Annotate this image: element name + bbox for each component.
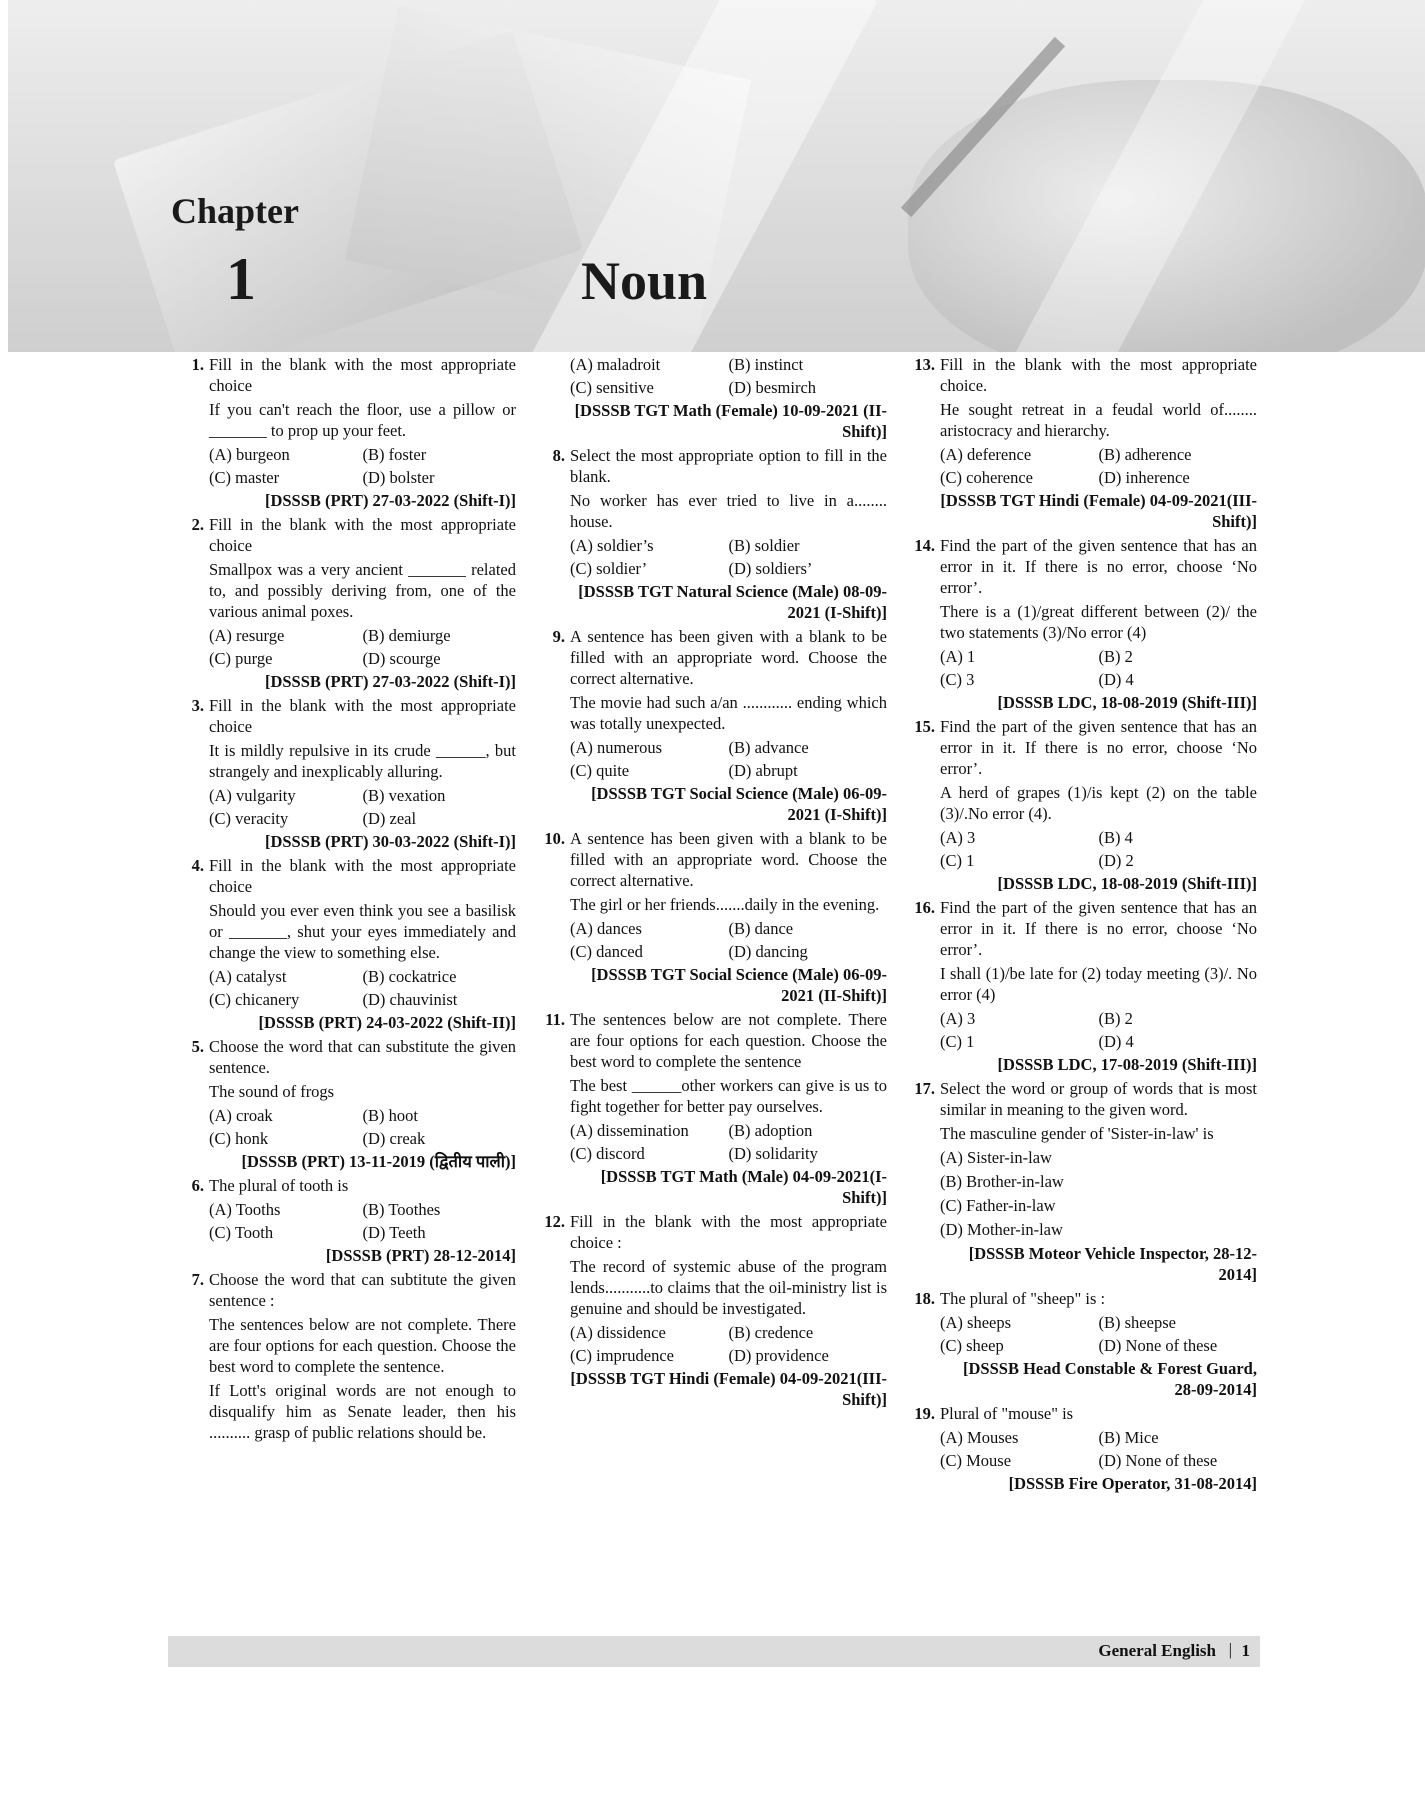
options	[570, 1322, 887, 1366]
question-text: Find the part of the given sentence that has an error in it. If there is no error, choose ‘No error’.	[940, 536, 1257, 597]
question-sentence: Should you ever even think you see a basilisk or _______, shut your eyes immediately and change the view to something else.	[209, 901, 516, 962]
option: (B) cockatrice	[362, 967, 457, 986]
question-text: Choose the word that can substitute the given sentence.	[209, 1037, 516, 1077]
question-text: A sentence has been given with a blank to be filled with an appropriate word. Choose the correct alternative.	[570, 829, 887, 890]
exam-source: [DSSSB LDC, 18-08-2019 (Shift-III)]	[997, 874, 1257, 893]
question-text: Fill in the blank with the most appropriate choice.	[940, 355, 1257, 395]
question-number: 6.	[191, 1176, 204, 1195]
exam-source: [DSSSB TGT Natural Science (Male) 08-09-2021 (I-Shift)]	[578, 582, 887, 622]
option: (B) Brother-in-law	[940, 1172, 1064, 1191]
question-item	[180, 1175, 516, 1266]
question-number: 14.	[914, 536, 935, 555]
question-item	[541, 626, 887, 825]
question-number: 18.	[914, 1289, 935, 1308]
question-sentence: A herd of grapes (1)/is kept (2) on the table (3)/.No error (4).	[940, 783, 1257, 823]
option: (D) solidarity	[728, 1144, 818, 1163]
question-sentence: The movie had such a/an ............ ending which was totally unexpected.	[570, 693, 887, 733]
option: (A) maladroit	[570, 355, 661, 374]
question-sentence-2: If Lott's original words are not enough to disqualify him as Senate leader, then his .......... grasp of public relations should be.	[209, 1381, 516, 1442]
exam-source: [DSSSB TGT Social Science (Male) 06-09-2021 (I-Shift)]	[591, 784, 887, 824]
options	[940, 1147, 1257, 1240]
question-text: The sentences below are not complete. There are four options for each question. Choose the best word to complete the sentence	[570, 1010, 887, 1071]
question-number: 10.	[544, 829, 565, 848]
option: (B) 2	[1098, 1009, 1133, 1028]
question-sentence: The best ______other workers can give is us to fight together for better pay ourselves.	[570, 1076, 887, 1116]
option: (B) advance	[728, 738, 809, 757]
exam-source: [DSSSB (PRT) 13-11-2019 (द्वितीय पाली)]	[241, 1152, 516, 1171]
question-item	[541, 445, 887, 623]
question-item	[911, 1288, 1257, 1400]
question-sentence: It is mildly repulsive in its crude ______, but strangely and inexplicably alluring.	[209, 741, 516, 781]
page-number: 1	[1241, 1641, 1250, 1660]
question-item	[541, 1211, 887, 1410]
exam-source: [DSSSB TGT Social Science (Male) 06-09-2021 (II-Shift)]	[591, 965, 887, 1005]
option: (D) 4	[1098, 1032, 1134, 1051]
question-number: 1.	[191, 355, 204, 374]
exam-source: [DSSSB TGT Hindi (Female) 04-09-2021(III-Shift)]	[570, 1369, 887, 1409]
question-text: A sentence has been given with a blank to be filled with an appropriate word. Choose the correct alternative.	[570, 627, 887, 688]
question-sentence: He sought retreat in a feudal world of........ aristocracy and hierarchy.	[940, 400, 1257, 440]
exam-source: [DSSSB TGT Hindi (Female) 04-09-2021(III-Shift)]	[940, 491, 1257, 531]
options	[940, 444, 1257, 488]
option: (B) adherence	[1098, 445, 1192, 464]
option: (D) providence	[728, 1346, 829, 1365]
question-number: 9.	[552, 627, 565, 646]
option: (A) burgeon	[209, 445, 290, 464]
question-item	[180, 1269, 516, 1443]
options	[570, 918, 887, 962]
option: (A) Tooths	[209, 1200, 281, 1219]
question-item	[180, 354, 516, 511]
option: (B) 4	[1098, 828, 1133, 847]
option: (C) soldier’	[570, 559, 648, 578]
exam-source: [DSSSB (PRT) 27-03-2022 (Shift-I)]	[264, 672, 516, 691]
footer-book-title: General English	[1098, 1641, 1216, 1660]
question-item	[911, 897, 1257, 1075]
option: (C) Tooth	[209, 1223, 274, 1242]
chapter-title: Noun	[581, 251, 708, 311]
question-text: The plural of "sheep" is :	[940, 1289, 1106, 1308]
option: (D) None of these	[1098, 1451, 1218, 1470]
options	[209, 1105, 516, 1149]
question-column-1	[180, 354, 516, 1445]
option: (B) sheepse	[1098, 1313, 1176, 1332]
options	[209, 966, 516, 1010]
option: (B) instinct	[728, 355, 804, 374]
option: (B) demiurge	[362, 626, 451, 645]
option: (A) catalyst	[209, 967, 287, 986]
exam-source: [DSSSB LDC, 18-08-2019 (Shift-III)]	[997, 693, 1257, 712]
option: (A) croak	[209, 1106, 273, 1125]
question-item	[541, 828, 887, 1006]
exam-source: [DSSSB Moteor Vehicle Inspector, 28-12-2014]	[968, 1244, 1257, 1284]
question-text: Select the most appropriate option to fill in the blank.	[570, 446, 887, 486]
option: (D) Mother-in-law	[940, 1220, 1063, 1239]
option: (C) veracity	[209, 809, 289, 828]
options	[570, 1120, 887, 1164]
question-number: 13.	[914, 355, 935, 374]
question-sentence: I shall (1)/be late for (2) today meeting (3)/. No error (4)	[940, 964, 1257, 1004]
option: (C) 1	[940, 1032, 975, 1051]
option: (C) honk	[209, 1129, 269, 1148]
option: (A) 3	[940, 828, 976, 847]
question-text: Fill in the blank with the most appropriate choice	[209, 355, 516, 395]
option: (D) inherence	[1098, 468, 1190, 487]
option: (C) purge	[209, 649, 273, 668]
option: (D) 4	[1098, 670, 1134, 689]
option: (A) vulgarity	[209, 786, 296, 805]
question-item	[911, 1403, 1257, 1494]
question-item	[180, 695, 516, 852]
exam-source: [DSSSB Fire Operator, 31-08-2014]	[1008, 1474, 1257, 1493]
question-item	[180, 855, 516, 1033]
option: (A) resurge	[209, 626, 285, 645]
question-text: Fill in the blank with the most appropriate choice	[209, 696, 516, 736]
question-number: 5.	[191, 1037, 204, 1056]
option: (B) Mice	[1098, 1428, 1159, 1447]
option: (D) abrupt	[728, 761, 798, 780]
question-text: Find the part of the given sentence that has an error in it. If there is no error, choose ‘No error’.	[940, 717, 1257, 778]
options	[209, 1199, 516, 1243]
option: (C) 1	[940, 851, 975, 870]
option: (C) sensitive	[570, 378, 654, 397]
option: (C) master	[209, 468, 280, 487]
option: (A) dances	[570, 919, 642, 938]
question-item	[911, 354, 1257, 532]
options	[940, 827, 1257, 871]
question-number: 2.	[191, 515, 204, 534]
options	[570, 535, 887, 579]
option: (A) deference	[940, 445, 1032, 464]
option: (D) dancing	[728, 942, 808, 961]
option: (C) coherence	[940, 468, 1033, 487]
question-sentence: Smallpox was a very ancient _______ related to, and possibly deriving from, one of the various animal poxes.	[209, 560, 516, 621]
exam-source: [DSSSB TGT Math (Female) 10-09-2021 (II-Shift)]	[574, 401, 887, 441]
option: (B) Toothes	[362, 1200, 441, 1219]
footer-separator: |	[1228, 1640, 1232, 1659]
question-sentence: There is a (1)/great different between (2)/ the two statements (3)/No error (4)	[940, 602, 1257, 642]
chapter-number: 1	[226, 246, 256, 312]
options	[209, 444, 516, 488]
question-item	[911, 716, 1257, 894]
option: (B) foster	[362, 445, 427, 464]
option: (C) Mouse	[940, 1451, 1012, 1470]
option: (A) dissidence	[570, 1323, 666, 1342]
option: (A) Mouses	[940, 1428, 1019, 1447]
exam-source: [DSSSB (PRT) 28-12-2014]	[325, 1246, 516, 1265]
option: (D) Teeth	[362, 1223, 426, 1242]
option: (D) scourge	[362, 649, 441, 668]
option: (A) sheeps	[940, 1313, 1012, 1332]
question-number: 12.	[544, 1212, 565, 1231]
option: (D) creak	[362, 1129, 426, 1148]
question-text: The plural of tooth is	[209, 1176, 349, 1195]
question-item	[541, 1009, 887, 1208]
option: (B) soldier	[728, 536, 800, 555]
option: (C) quite	[570, 761, 630, 780]
exam-source: [DSSSB LDC, 17-08-2019 (Shift-III)]	[997, 1055, 1257, 1074]
option: (B) vexation	[362, 786, 446, 805]
question-text: Find the part of the given sentence that has an error in it. If there is no error, choose ‘No error’.	[940, 898, 1257, 959]
option: (A) numerous	[570, 738, 663, 757]
option: (B) credence	[728, 1323, 814, 1342]
question-column-3	[911, 354, 1257, 1497]
exam-source: [DSSSB Head Constable & Forest Guard, 28-09-2014]	[963, 1359, 1257, 1399]
question-continuation	[541, 354, 887, 442]
question-sentence: If you can't reach the floor, use a pillow or _______ to prop up your feet.	[209, 400, 516, 440]
question-number: 19.	[914, 1404, 935, 1423]
option: (B) 2	[1098, 647, 1133, 666]
question-number: 7.	[191, 1270, 204, 1289]
options	[570, 737, 887, 781]
option: (D) besmirch	[728, 378, 817, 397]
question-number: 8.	[552, 446, 565, 465]
question-sentence: No worker has ever tried to live in a........ house.	[570, 491, 887, 531]
question-sentence: The record of systemic abuse of the program lends...........to claims that the oil-ministry list is genuine and should be investigated.	[570, 1257, 887, 1318]
option: (A) 1	[940, 647, 976, 666]
option: (C) sheep	[940, 1336, 1004, 1355]
option: (D) None of these	[1098, 1336, 1218, 1355]
question-column-2	[541, 354, 887, 1413]
option: (C) danced	[570, 942, 643, 961]
exam-source: [DSSSB TGT Math (Male) 04-09-2021(I-Shift)]	[600, 1167, 887, 1207]
question-number: 15.	[914, 717, 935, 736]
question-text: Fill in the blank with the most appropriate choice :	[570, 1212, 887, 1252]
question-text: Fill in the blank with the most appropriate choice	[209, 856, 516, 896]
options	[940, 1312, 1257, 1356]
option: (C) Father-in-law	[940, 1196, 1056, 1215]
question-sentence: The sentences below are not complete. There are four options for each question. Choose the best word to complete the sentence.	[209, 1315, 516, 1376]
page-footer	[168, 1636, 1260, 1667]
chapter-header-banner	[8, 0, 1425, 352]
option: (B) hoot	[362, 1106, 418, 1125]
question-number: 3.	[191, 696, 204, 715]
question-item	[180, 1036, 516, 1172]
option: (A) 3	[940, 1009, 976, 1028]
option: (A) dissemination	[570, 1121, 689, 1140]
options	[209, 785, 516, 829]
option: (C) imprudence	[570, 1346, 675, 1365]
question-number: 11.	[545, 1010, 565, 1029]
options	[940, 646, 1257, 690]
exam-source: [DSSSB (PRT) 30-03-2022 (Shift-I)]	[264, 832, 516, 851]
option: (D) bolster	[362, 468, 435, 487]
options	[209, 625, 516, 669]
question-text: Plural of "mouse" is	[940, 1404, 1074, 1423]
exam-source: [DSSSB (PRT) 24-03-2022 (Shift-II)]	[258, 1013, 516, 1032]
question-number: 17.	[914, 1079, 935, 1098]
question-number: 4.	[191, 856, 204, 875]
question-text: Fill in the blank with the most appropriate choice	[209, 515, 516, 555]
option: (D) 2	[1098, 851, 1134, 870]
option: (A) Sister-in-law	[940, 1148, 1052, 1167]
option: (D) soldiers’	[728, 559, 813, 578]
question-sentence: The sound of frogs	[209, 1082, 335, 1101]
question-item	[911, 1078, 1257, 1285]
exam-source: [DSSSB (PRT) 27-03-2022 (Shift-I)]	[264, 491, 516, 510]
options	[940, 1008, 1257, 1052]
option: (C) chicanery	[209, 990, 300, 1009]
option: (B) adoption	[728, 1121, 813, 1140]
option: (A) soldier’s	[570, 536, 654, 555]
question-number: 16.	[914, 898, 935, 917]
chapter-label: Chapter	[171, 191, 299, 231]
option: (D) zeal	[362, 809, 417, 828]
question-text: Select the word or group of words that is most similar in meaning to the given word.	[940, 1079, 1257, 1119]
option: (D) chauvinist	[362, 990, 458, 1009]
options	[940, 1427, 1257, 1471]
option: (B) dance	[728, 919, 794, 938]
question-sentence: The masculine gender of 'Sister-in-law' is	[940, 1124, 1214, 1143]
question-text: Choose the word that can subtitute the given sentence :	[209, 1270, 516, 1310]
option: (C) discord	[570, 1144, 645, 1163]
option: (C) 3	[940, 670, 975, 689]
question-item	[911, 535, 1257, 713]
question-item	[180, 514, 516, 692]
question-sentence: The girl or her friends.......daily in the evening.	[570, 895, 880, 914]
